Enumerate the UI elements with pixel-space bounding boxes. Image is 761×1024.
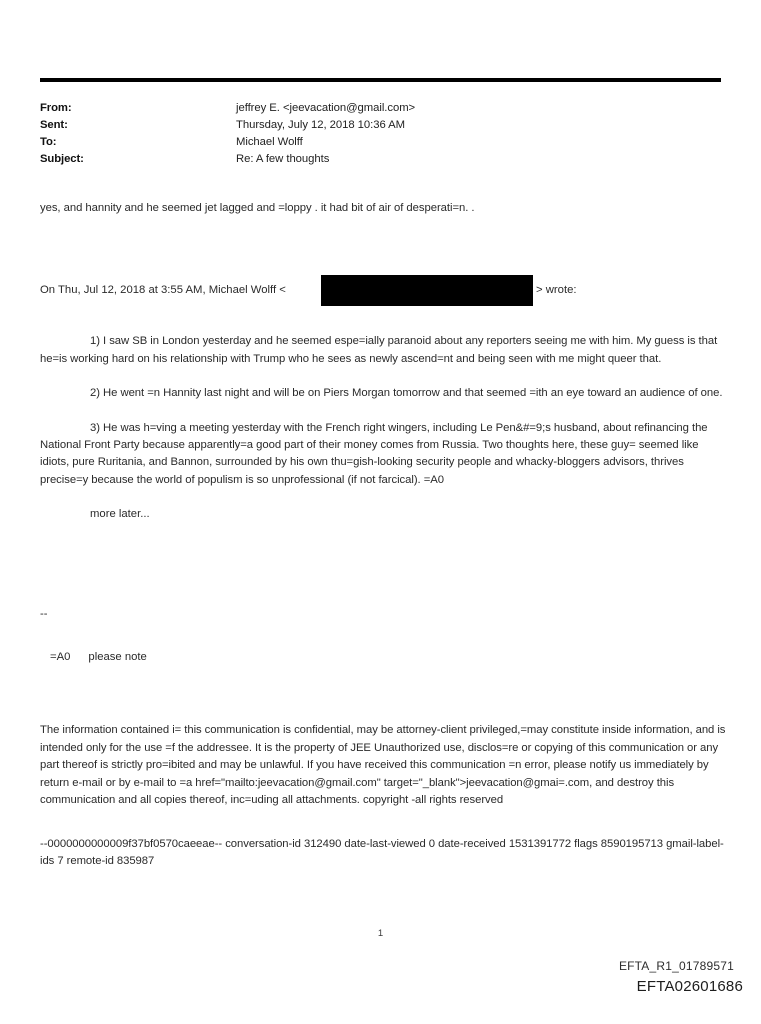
more-later-line: more later... (90, 508, 150, 521)
bates-stamp-secondary: EFTA02601686 (636, 978, 743, 995)
please-note-text: please note (88, 651, 147, 664)
body-spacer-7 (40, 810, 730, 836)
header-row-to (40, 134, 721, 151)
quoted-paragraph-1: 1) I saw SB in London yesterday and he seemed espe=ially paranoid about any reporters seeing me with him. My guess is that he=is working hard on his relationship with Trump who he sees as newly ascend=nt and being seen with me might queer that. (40, 335, 718, 365)
header-value-to: Michael Wolff (236, 136, 303, 148)
body-spacer-4 (40, 580, 730, 606)
header-row-sent (40, 117, 721, 134)
body-spacer-6 (40, 666, 730, 722)
page-number: 1 (377, 928, 384, 939)
header-divider-rule (40, 78, 721, 82)
header-label-subject: Subject: (40, 153, 84, 165)
header-row-subject (40, 151, 721, 168)
header-row-from (40, 100, 721, 117)
body-spacer-2 (40, 307, 730, 333)
body-spacer-3 (40, 524, 730, 580)
header-label-to: To: (40, 136, 57, 148)
quoted-paragraph-2: 2) He went =n Hannity last night and will be on Piers Morgan tomorrow and that seemed =ith an eye toward an audience of one. (90, 387, 723, 400)
email-header-block (40, 100, 721, 168)
please-note-line (40, 649, 730, 666)
quote-attribution-suffix: > wrote: (536, 284, 577, 297)
body-spacer-5 (40, 623, 730, 649)
redaction-block (321, 275, 533, 306)
email-metadata-line: --0000000000009f37bf0570caeeae-- conversation-id 312490 date-last-viewed 0 date-received 1531391772 flags 8590195713 gmail-label-ids 7 remote-id 835987 (40, 837, 724, 867)
quote-attribution-prefix: On Thu, Jul 12, 2018 at 3:55 AM, Michael Wolff < (40, 284, 286, 297)
signature-separator: -- (40, 607, 48, 620)
header-value-subject: Re: A few thoughts (236, 153, 330, 165)
header-label-sent: Sent: (40, 119, 68, 131)
quoted-paragraph-3: 3) He was h=ving a meeting yesterday with the French right wingers, including Le Pen&#=9;s husband, about refinancing the National Front Party because apparently=a good part of their money comes from Russia. Two thoughts here, these guy= seemed like idiots, pure Ruritania, and Bannon, surrounded by his own thu=gish-looking security people and whacky-bloggers advisors, thrives precise=y because the world of populism is so unprofessional (if not farcical). =A0 (40, 421, 708, 486)
quote-attribution-line (40, 273, 730, 307)
confidentiality-disclaimer: The information contained i= this communication is confidential, may be attorney-client privileged,=may constitute inside information, and is intended only for the use =f the addressee. It is the property of JEE Unauthorized use, disclos=re or copying of this communication or any part thereof is strictly pro=ibited and may be unlawful. If you have received this communication =n error, please notify us immediately by return e-mail or by e-mail to =a href="mailto:jeevacation@gmail.com" target="_blank">jeevacation@gmai=.com, and destroy this communication and all copies thereof, inc=uding all attachments. copyright -all rights reserved (40, 724, 726, 807)
body-spacer-1 (40, 217, 730, 273)
email-body (40, 200, 730, 870)
reply-text: yes, and hannity and he seemed jet lagged and =loppy . it had bit of air of desperati=n. . (40, 202, 475, 214)
header-value-from: jeffrey E. <jeevacation@gmail.com> (236, 102, 416, 114)
please-note-marker: =A0 (50, 651, 71, 664)
bates-stamp-primary: EFTA_R1_01789571 (618, 959, 734, 973)
header-label-from: From: (40, 102, 72, 114)
header-value-sent: Thursday, July 12, 2018 10:36 AM (236, 119, 406, 131)
